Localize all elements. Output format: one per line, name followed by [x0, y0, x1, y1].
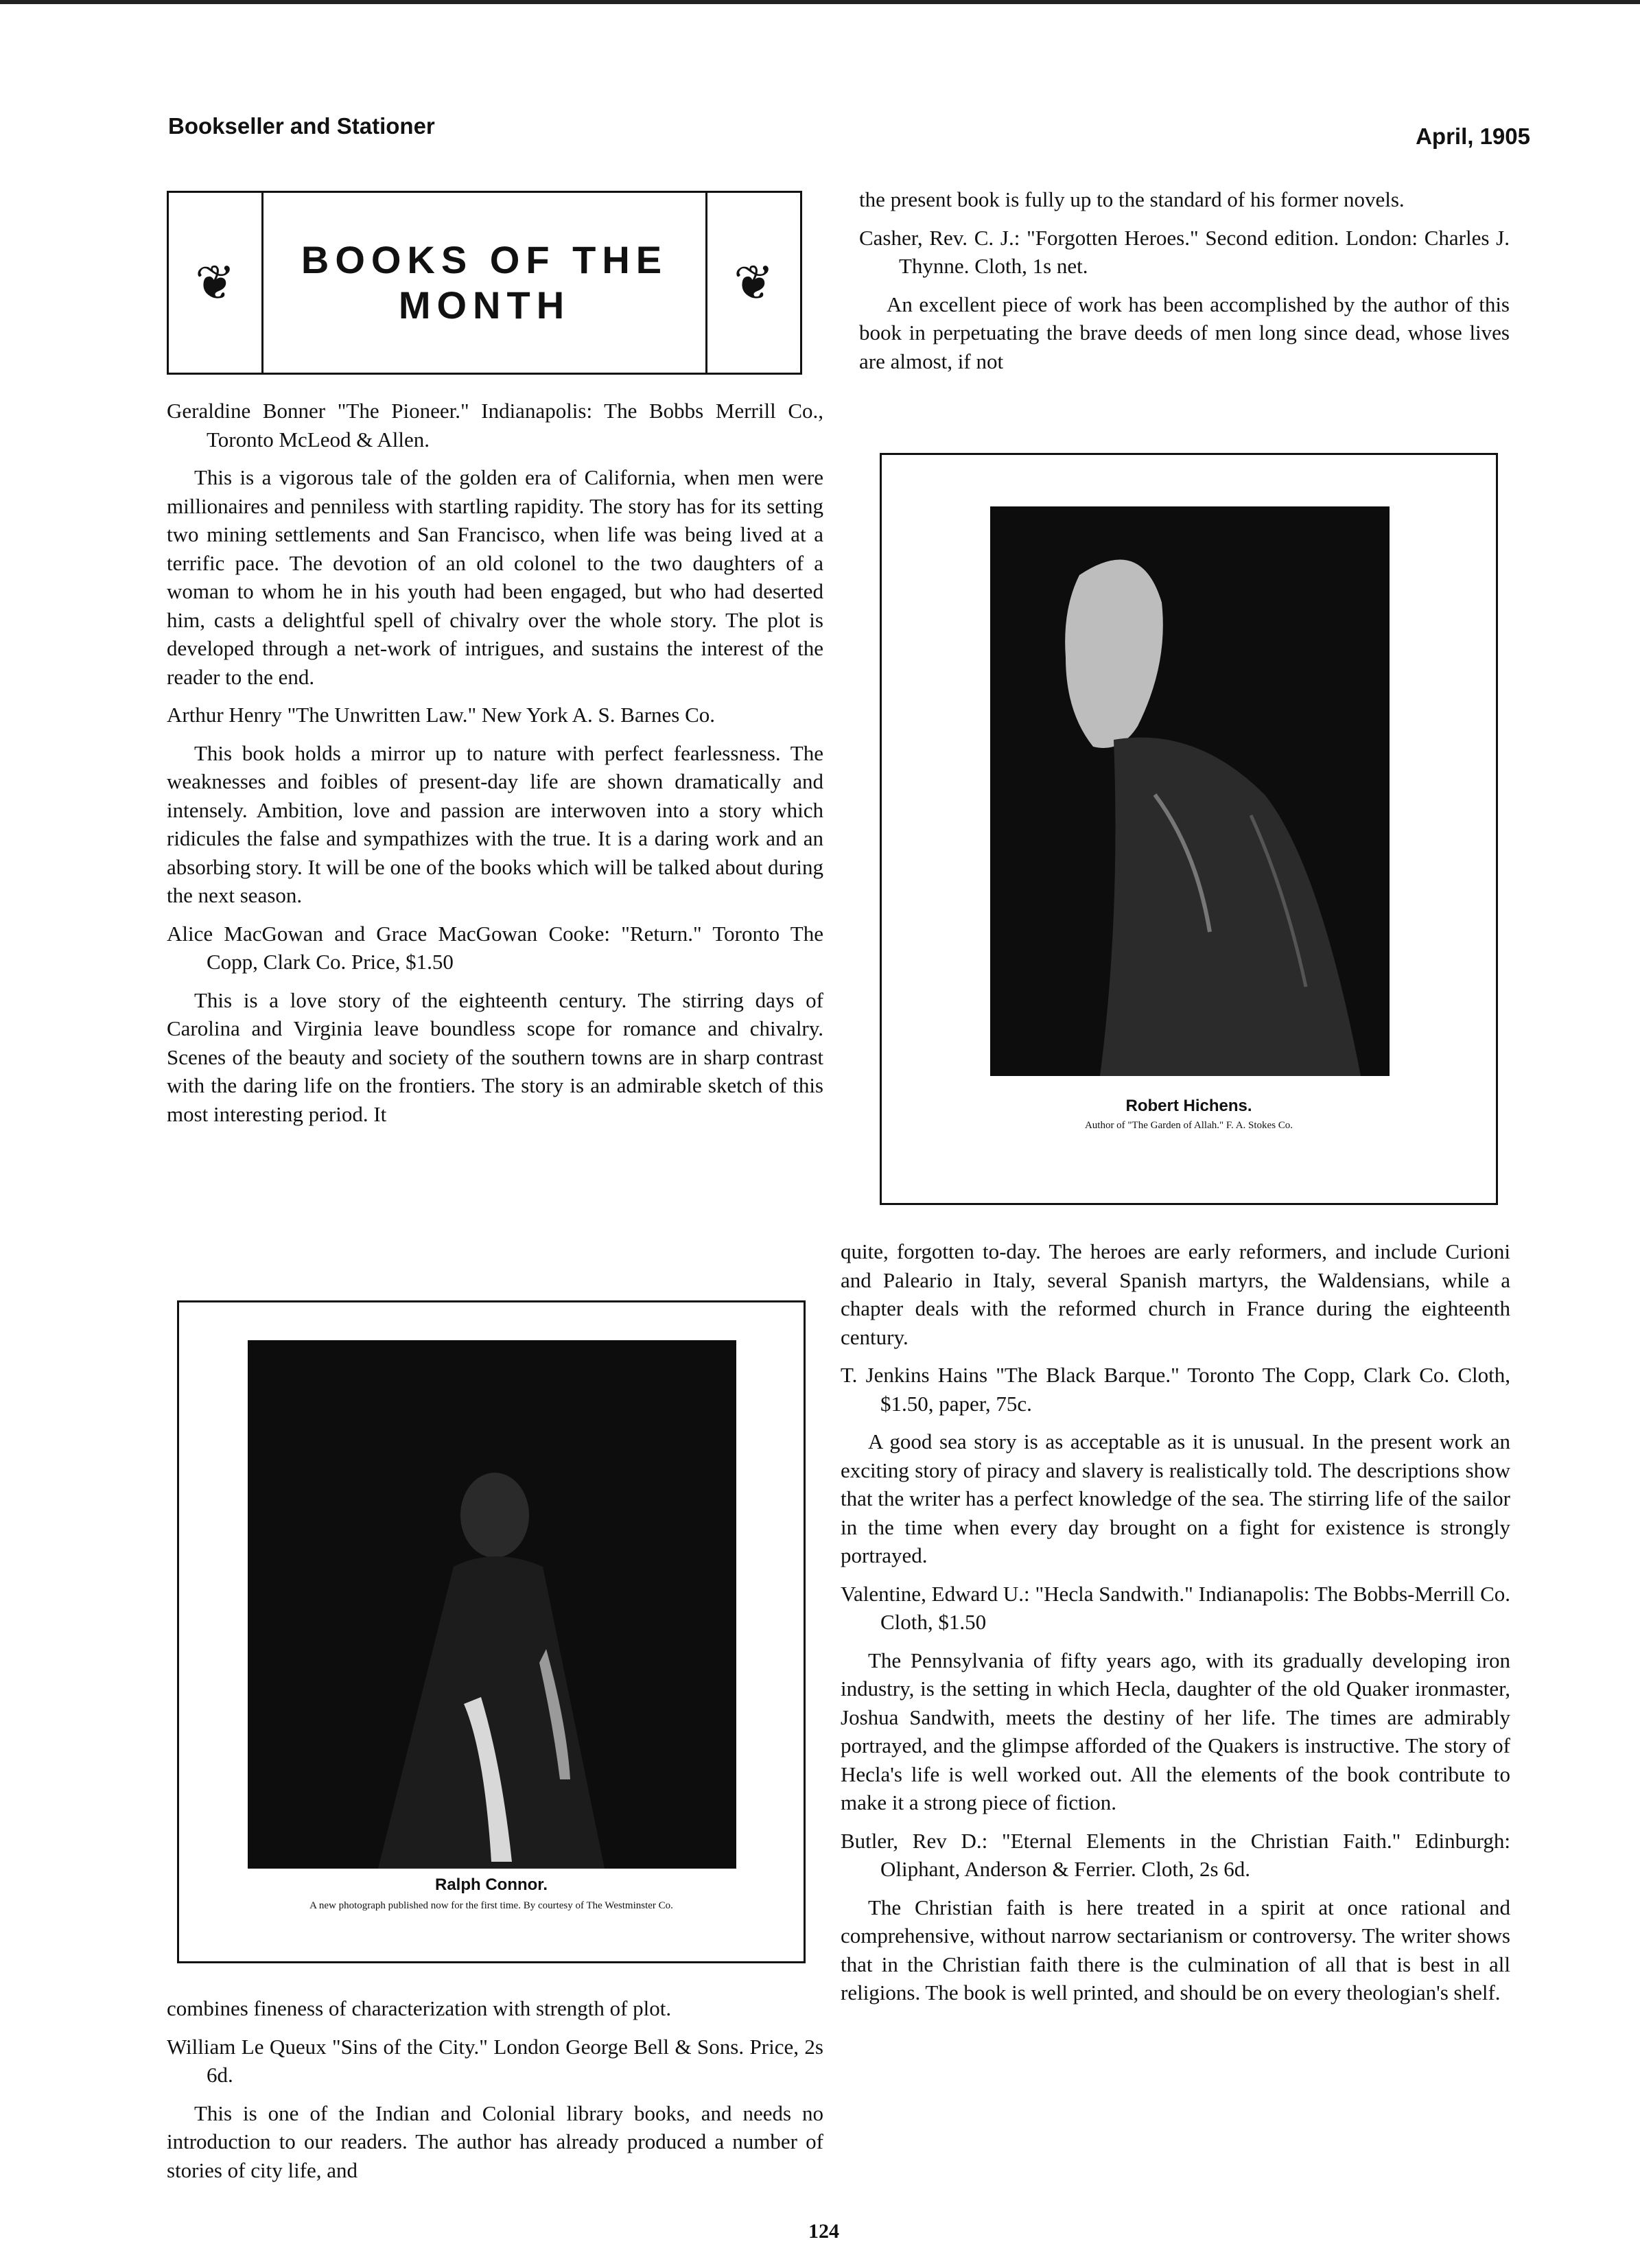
book-review: The Christian faith is here treated in a spirit at once rational and comprehensive, without narrow sectarianism or controversy. The writer shows that in the Christian faith there is the culmination of all that is best in all religions. The book is well printed, and should be on every theologian's shelf.: [841, 1895, 1510, 2004]
publication-title: Bookseller and Stationer: [168, 113, 435, 139]
book-entry-heading: Alice MacGowan and Grace MacGowan Cooke: "Return." Toronto The Copp, Clark Co. Price, $1.50: [167, 921, 823, 974]
book-entry-heading: T. Jenkins Hains "The Black Barque." Toronto The Copp, Clark Co. Cloth, $1.50, paper, 75c.: [841, 1363, 1510, 1416]
banner-title-line2: MONTH: [398, 283, 571, 327]
book-review: This book holds a mirror up to nature with perfect fearlessness. The weaknesses and foibles of present-day life are shown dramatically and intensely. Ambition, love and passion are interwoven into a story which ridicules the false and sympathizes with the true. It is a daring work and an absorbing story. It will be one of the books which will be talked about during the next season.: [167, 740, 823, 907]
book-review: This is one of the Indian and Colonial library books, and needs no introduction to our readers. The author has already produced a number of stories of city life, and: [167, 2101, 823, 2182]
banner-title: [263, 193, 705, 373]
photo-robert-hichens: [990, 506, 1390, 1076]
book-review: This is a vigorous tale of the golden era of California, when men were millionaires and penniless with startling rapidity. The story has for its setting two mining settlements and San Francisco, when life was being lived at a terrific pace. The devotion of an old colonel to the two daughters of a woman to whom he in his youth had been engaged, but who had deserted him, casts a delightful spell of chivalry over the whole story. The plot is developed through a net-work of intrigues, and sustains the interest of the reader to the end.: [167, 465, 823, 689]
figure-ralph-connor: [177, 1300, 806, 1963]
leaf-ornament-icon: ❦: [195, 257, 235, 310]
figure-caption: Author of "The Garden of Allah." F. A. Stokes Co.: [1084, 1120, 1293, 1131]
portrait-silhouette-icon: [990, 506, 1390, 1076]
leaf-ornament-icon: ❦: [734, 257, 774, 310]
book-entry-heading: Geraldine Bonner "The Pioneer." Indianapolis: The Bobbs Merrill Co., Toronto McLeod & Allen.: [167, 399, 823, 452]
portrait-silhouette-icon: [248, 1340, 736, 1869]
book-review: This is a love story of the eighteenth century. The stirring days of Carolina and Virginia leave boundless scope for romance and chivalry. Scenes of the beauty and society of the southern towns are in sharp contrast with the daring life on the frontiers. The story is an admirable sketch of this most interesting period. It: [167, 987, 823, 1126]
figure-name: Ralph Connor.: [435, 1875, 548, 1894]
books-of-the-month-banner: [167, 191, 802, 375]
book-review: An excellent piece of work has been accomplished by the author of this book in perpetuating the brave deeds of men long since dead, whose lives are almost, if not: [859, 292, 1510, 373]
photo-ralph-connor: [248, 1340, 736, 1869]
left-column-top: [167, 397, 823, 1138]
figure-robert-hichens: [880, 453, 1498, 1205]
right-column-top: [859, 185, 1510, 385]
book-entry-heading: Arthur Henry "The Unwritten Law." New York A. S. Barnes Co.: [167, 703, 716, 727]
banner-title-line1: BOOKS OF THE: [301, 238, 668, 281]
figure-caption: A new photograph published now for the first time. By courtesy of The Westminster Co.: [309, 1900, 673, 1911]
left-column-bottom: [167, 1994, 823, 2194]
review-continuation: quite, forgotten to-day. The heroes are early reformers, and include Curioni and Paleario in Italy, several Spanish martyrs, the Waldensians, while a chapter deals with the reformed church in France during the eighteenth century.: [841, 1239, 1510, 1349]
book-entry-heading: Valentine, Edward U.: "Hecla Sandwith." Indianapolis: The Bobbs-Merrill Co. Cloth, $1.50: [841, 1581, 1510, 1634]
banner-right-ornament: [705, 193, 800, 373]
review-continuation: the present book is fully up to the standard of his former novels.: [859, 187, 1405, 211]
right-column-bottom: [841, 1237, 1510, 2017]
book-entry-heading: William Le Queux "Sins of the City." London George Bell & Sons. Price, 2s 6d.: [167, 2034, 823, 2087]
book-review: A good sea story is as acceptable as it is unusual. In the present work an exciting story of piracy and slavery is realistically told. The descriptions show that the writer has a perfect knowledge of the sea. The stirring life of the sailor in the time when every day brought on a fight for existence is strongly portrayed.: [841, 1429, 1510, 1567]
scan-top-edge: [0, 0, 1640, 4]
book-review: The Pennsylvania of fifty years ago, with its gradually developing iron industry, is the setting in which Hecla, daughter of the old Quaker ironmaster, Joshua Sandwith, meets the destiny of her life. The times are admirably portrayed, and the glimpse afforded of the Quakers is instructive. The story of Hecla's life is well worked out. All the elements of the book contribute to make it a strong piece of fiction.: [841, 1648, 1510, 1814]
banner-left-ornament: [169, 193, 263, 373]
book-entry-heading: Butler, Rev D.: "Eternal Elements in the Christian Faith." Edinburgh: Oliphant, Anderson & Ferrier. Cloth, 2s 6d.: [841, 1828, 1510, 1881]
book-entry-heading: Casher, Rev. C. J.: "Forgotten Heroes." Second edition. London: Charles J. Thynne. Cloth, 1s net.: [859, 225, 1510, 278]
figure-name: Robert Hichens.: [1125, 1097, 1252, 1115]
issue-date: April, 1905: [1416, 124, 1530, 149]
page-number: 124: [808, 2220, 839, 2243]
review-continuation: combines fineness of characterization with strength of plot.: [167, 1996, 672, 2020]
